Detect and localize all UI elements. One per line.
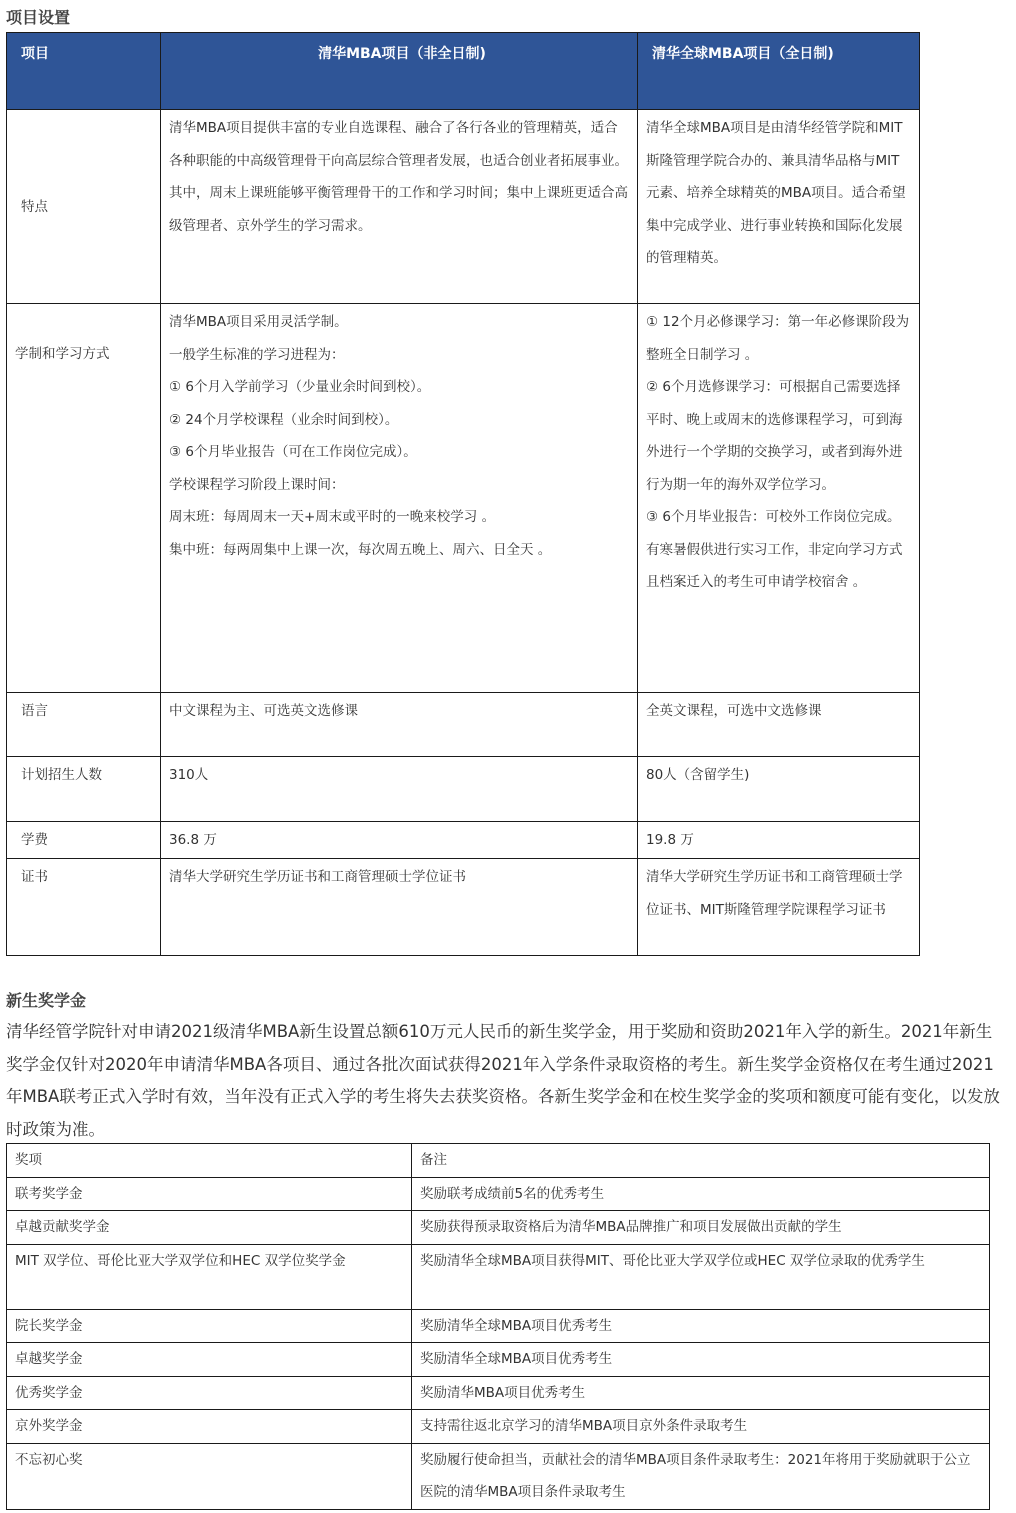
text-line: 有寒暑假供进行实习工作，非定向学习方式且档案迁入的考生可申请学校宿舍 。: [646, 541, 903, 590]
award-note: 支持需往返北京学习的清华MBA项目京外条件录取考生: [412, 1410, 990, 1444]
cell-global-enrollment: 80人（含留学生): [638, 757, 920, 822]
scholarship-table: [6, 1143, 990, 1510]
text-line: 清华MBA项目采用灵活学制。: [169, 314, 348, 330]
text-line: ③ 6个月毕业报告（可在工作岗位完成）。: [169, 444, 417, 460]
table-row: [7, 110, 920, 304]
award-note: 奖励履行使命担当，贡献社会的清华MBA项目条件录取考生：2021年将用于奖励就职于公立医院的清华MBA项目条件录取考生: [412, 1443, 990, 1509]
scholarship-section-title: 新生奖学金: [6, 991, 87, 1010]
award-note: 奖励清华全球MBA项目获得MIT、哥伦比亚大学双学位或HEC 双学位录取的优秀学生: [412, 1244, 990, 1309]
table-row: [7, 1343, 990, 1377]
award-note: 奖励清华全球MBA项目优秀考生: [412, 1309, 990, 1343]
award-name: MIT 双学位、哥伦比亚大学双学位和HEC 双学位奖学金: [7, 1244, 412, 1309]
table-row: [7, 1376, 990, 1410]
table-header-row: [7, 1144, 990, 1178]
award-name: 不忘初心奖: [7, 1443, 412, 1509]
header-note: 备注: [412, 1144, 990, 1178]
text-line: 周末班：每周周末一天+周末或平时的一晚来校学习 。: [169, 509, 496, 525]
row-label-features: 特点: [7, 110, 161, 304]
cell-global-tuition: 19.8 万: [638, 822, 920, 859]
table-row: [7, 1211, 990, 1245]
program-comparison-table: [6, 32, 920, 956]
cell-mba-system: [161, 304, 638, 693]
header-mba-part-time: 清华MBA项目（非全日制): [161, 33, 638, 110]
cell-mba-language: 中文课程为主、可选英文选修课: [161, 693, 638, 757]
text-line: 集中班：每两周集中上课一次，每次周五晚上、周六、日全天 。: [169, 541, 552, 558]
award-name: 京外奖学金: [7, 1410, 412, 1444]
text-line: ① 6个月入学前学习（少量业余时间到校）。: [169, 379, 431, 395]
award-note: 奖励获得预录取资格后为清华MBA品牌推广和项目发展做出贡献的学生: [412, 1211, 990, 1245]
text-line: 一般学生标准的学习进程为：: [169, 346, 345, 363]
scholarship-intro-paragraph: 清华经管学院针对申请2021级清华MBA新生设置总额610万元人民币的新生奖学金，用于奖励和资助2021年入学的新生。2021年新生奖学金仅针对2020年申请清华MBA各项目、通过各批次面试获得2021年入学条件录取资格的考生。新生奖学金资格仅在考生通过2021年MBA联考正式入学时有效，当年没有正式入学的考生将失去获奖资格。各新生奖学金和在校生奖学金的奖项和额度可能有变化，以发放时政策为准。: [6, 1022, 1000, 1139]
text-line: ③ 6个月毕业报告：可校外工作岗位完成。: [646, 509, 901, 525]
text-line: ② 6个月选修课学习：可根据自己需要选择平时、晚上或周末的选修课程学习，可到海外进行一个学期的交换学习，或者到海外进行为期一年的海外双学位学习。: [646, 379, 903, 493]
award-note: 奖励清华全球MBA项目优秀考生: [412, 1343, 990, 1377]
row-label-tuition: 学费: [7, 822, 161, 859]
row-label-system-text: 学制和学习方式: [15, 346, 110, 362]
table-row: [7, 1177, 990, 1211]
header-award: 奖项: [7, 1144, 412, 1178]
table-row: [7, 693, 920, 757]
cell-global-system: [638, 304, 920, 693]
row-label-certificate: 证书: [7, 859, 161, 956]
award-note: 奖励清华MBA项目优秀考生: [412, 1376, 990, 1410]
cell-mba-certificate: 清华大学研究生学历证书和工商管理硕士学位证书: [161, 859, 638, 956]
table-row: [7, 1443, 990, 1509]
table-row: [7, 757, 920, 822]
cell-global-certificate: 清华大学研究生学历证书和工商管理硕士学位证书、MIT斯隆管理学院课程学习证书: [638, 859, 920, 956]
text-line: ② 24个月学校课程（业余时间到校）。: [169, 411, 399, 428]
header-global-mba: 清华全球MBA项目（全日制): [638, 33, 920, 110]
award-name: 联考奖学金: [7, 1177, 412, 1211]
table-row: [7, 1244, 990, 1309]
award-name: 卓越奖学金: [7, 1343, 412, 1377]
award-name: 优秀奖学金: [7, 1376, 412, 1410]
header-item: 项目: [7, 33, 161, 110]
table-row: [7, 304, 920, 693]
row-label-language: 语言: [7, 693, 161, 757]
program-section-title: 项目设置: [6, 8, 71, 27]
cell-global-features: 清华全球MBA项目是由清华经管学院和MIT斯隆管理学院合办的、兼具清华品格与MIT元素、培养全球精英的MBA项目。适合希望集中完成学业、进行事业转换和国际化发展的管理精英。: [638, 110, 920, 304]
cell-global-language: 全英文课程，可选中文选修课: [638, 693, 920, 757]
cell-mba-tuition: 36.8 万: [161, 822, 638, 859]
text-line: 学校课程学习阶段上课时间：: [169, 476, 345, 493]
table-row: [7, 1309, 990, 1343]
text-line: ① 12个月必修课学习：第一年必修课阶段为整班全日制学习 。: [646, 314, 910, 363]
table-row: [7, 1410, 990, 1444]
award-name: 院长奖学金: [7, 1309, 412, 1343]
award-name: 卓越贡献奖学金: [7, 1211, 412, 1245]
row-label-system: [7, 304, 161, 693]
cell-mba-enrollment: 310人: [161, 757, 638, 822]
table-header-row: [7, 33, 920, 110]
table-row: [7, 859, 920, 956]
cell-mba-features: 清华MBA项目提供丰富的专业自选课程、融合了各行各业的管理精英，适合各种职能的中高级管理骨干向高层综合管理者发展，也适合创业者拓展事业。其中，周末上课班能够平衡管理骨干的工作和学习时间；集中上课班更适合高级管理者、京外学生的学习需求。: [161, 110, 638, 304]
award-note: 奖励联考成绩前5名的优秀考生: [412, 1177, 990, 1211]
table-row: [7, 822, 920, 859]
row-label-enrollment: 计划招生人数: [7, 757, 161, 822]
